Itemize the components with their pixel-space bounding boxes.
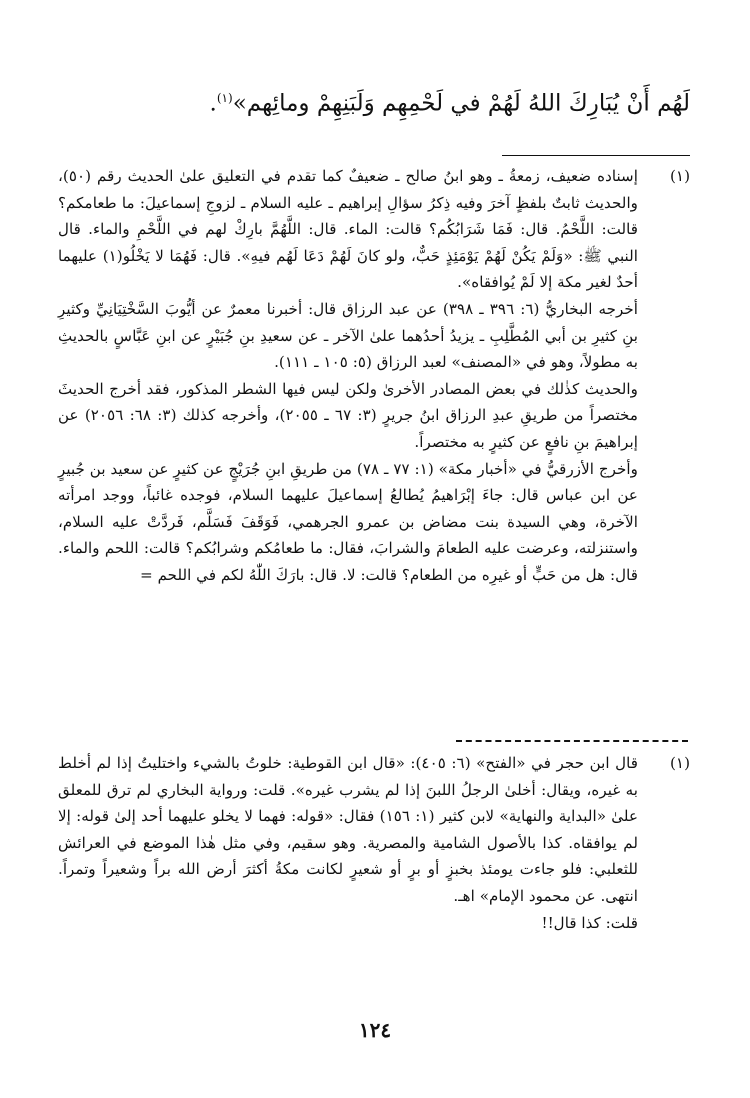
page-number: ١٢٤ [358,1018,392,1042]
footnote-2-marker: (١) [669,754,690,772]
footnote-dashed-separator [456,740,688,742]
footnote-2-body [58,750,638,936]
footnote-1-body [58,163,638,589]
main-footnote-ref[interactable]: (١) [216,91,233,105]
footnote-1-paragraph: وأخرج الأزرقيُّ في «أخبار مكة» (١: ٧٧ ـ ٧٨) من طريقِ ابنِ جُرَيْجٍ عن كثيرٍ عن سعيد بن جُبيرٍ عن ابن عباس قال: جاءَ إبْرَاهيمُ يُطالعُ إسماعيلَ عليهما السلام، فوجده غائباً، ووجد امرأته الآخرة، وهي السيدة بنت مضاض بن عمرو الجرهمي، فَوَقَفَ فَسَلَّم، فَردَّتْ عليه السلام، واستنزلته، وعرضت عليه الطعامَ والشرابَ، فقال: ما طعامُكم وشرابُكم؟ قالت: اللحم والماء. قال: هل من حَبٍّ أو غيرِه من الطعام؟ قالت: لا. قال: بارَكَ اللّٰهُ لكم في اللحم = [58,459,638,584]
footnote-separator-rule [502,155,690,156]
footnote-1 [58,163,690,589]
footnote-2-paragraph: قلت: كذا قال!! [541,913,638,932]
main-text-content: لَهُم أَنْ يُبَارِكَ اللهُ لَهُمْ في لَحْمِهِم وَلَبَنِهِمْ ومائِهم» [232,90,690,117]
footnote-1-paragraph: والحديث كذٰلك في بعض المصادر الأخرىٰ ولكن ليس فيها الشطر المذكور، فقد أخرج الحديثَ مختصراً من طريقِ عبدِ الرزاق ابنُ جريرٍ (٣: ٦٧ ـ ٢٠٥٥)، وأخرجه كذلك (٣: ٦٨: ٢٠٥٦) عن إبراهيمَ بنِ نافعٍ عن كثيرٍ به مختصراً. [58,379,638,451]
footnote-1-paragraph: أخرجه البخاريُّ (٦: ٣٩٦ ـ ٣٩٨) عن عبد الرزاق قال: أخبرنا معمرٌ عن أيُّوبَ السَّخْتِيَانِيِّ وكثيرِ بنِ كثيرِ بن أبي المُطَّلِبِ ـ يزيدُ أحدُهما علىٰ الآخر ـ عن سعيدِ بنِ جُبَيْرٍ عن ابنِ عَبَّاسٍ بالحديثِ به مطولاً، وهو في «المصنف» لعبد الرزاق (٥: ١٠٥ ـ ١١١). [58,299,639,372]
footnote-2-paragraph: قال ابن حجر في «الفتح» (٦: ٤٠٥): «قال ابن القوطية: خلوتُ بالشيء واختليتُ إذا لم أخلط به غيره، ويقال: أخلىٰ الرجلُ اللبنَ إذا لم يشرب غيره». قلت: ورواية البخاري لم ترق للمعلق علىٰ «البداية والنهاية» لابن كثير (١: ١٥٦) فقال: «قوله: فهما لا يخلو عليهما أحد إلىٰ قوله: إلا لم يوافقاه. كذا بالأصول الشامية والمصرية. وهو سقيم، وفي مثل هٰذا الموضع في العرائش للثعلبي: فلو جاءت يومئذ بخبزٍ أو برٍ أو شعيرٍ لكانت مكةُ أكثرَ أرض الله براً وشعيراً وتمراً. انتهى. عن محمود الإمام» اهـ. [58,754,639,905]
main-text-line [60,78,690,124]
footnote-1-paragraph: إسناده ضعيف، زمعةُ ـ وهو ابنُ صالح ـ ضعيفٌ كما تقدم في التعليق علىٰ الحديث رقم (٥٠)، والحديث ثابتٌ بلفظٍ آخرَ وفيه ذِكرُ سؤالِ إبراهيم ـ عليه السلام ـ لزوجِ إسماعيلَ: ما طعامكم؟ قالت: اللَّحْمُ. قال: فَمَا شَرَابُكُم؟ قالت: الماء. قال: اللَّهُمَّ بارِكْ لهم في اللَّحْمِ والماء. قال النبي ﷺ: «وَلَمْ يَكُنْ لَهُمْ يَوْمَئِذٍ حَبٌّ، ولو كانَ لَهُمْ دَعَا لَهُم فيهِ». قال: فَهُمَا لا يَخْلُو(١) عليهما أحدٌ لغير مكة إلا لَمْ يُوافقاه». [58,167,638,292]
footnote-2 [58,750,690,936]
footnote-1-marker: (١) [669,167,690,185]
main-text-end: . [209,90,217,117]
